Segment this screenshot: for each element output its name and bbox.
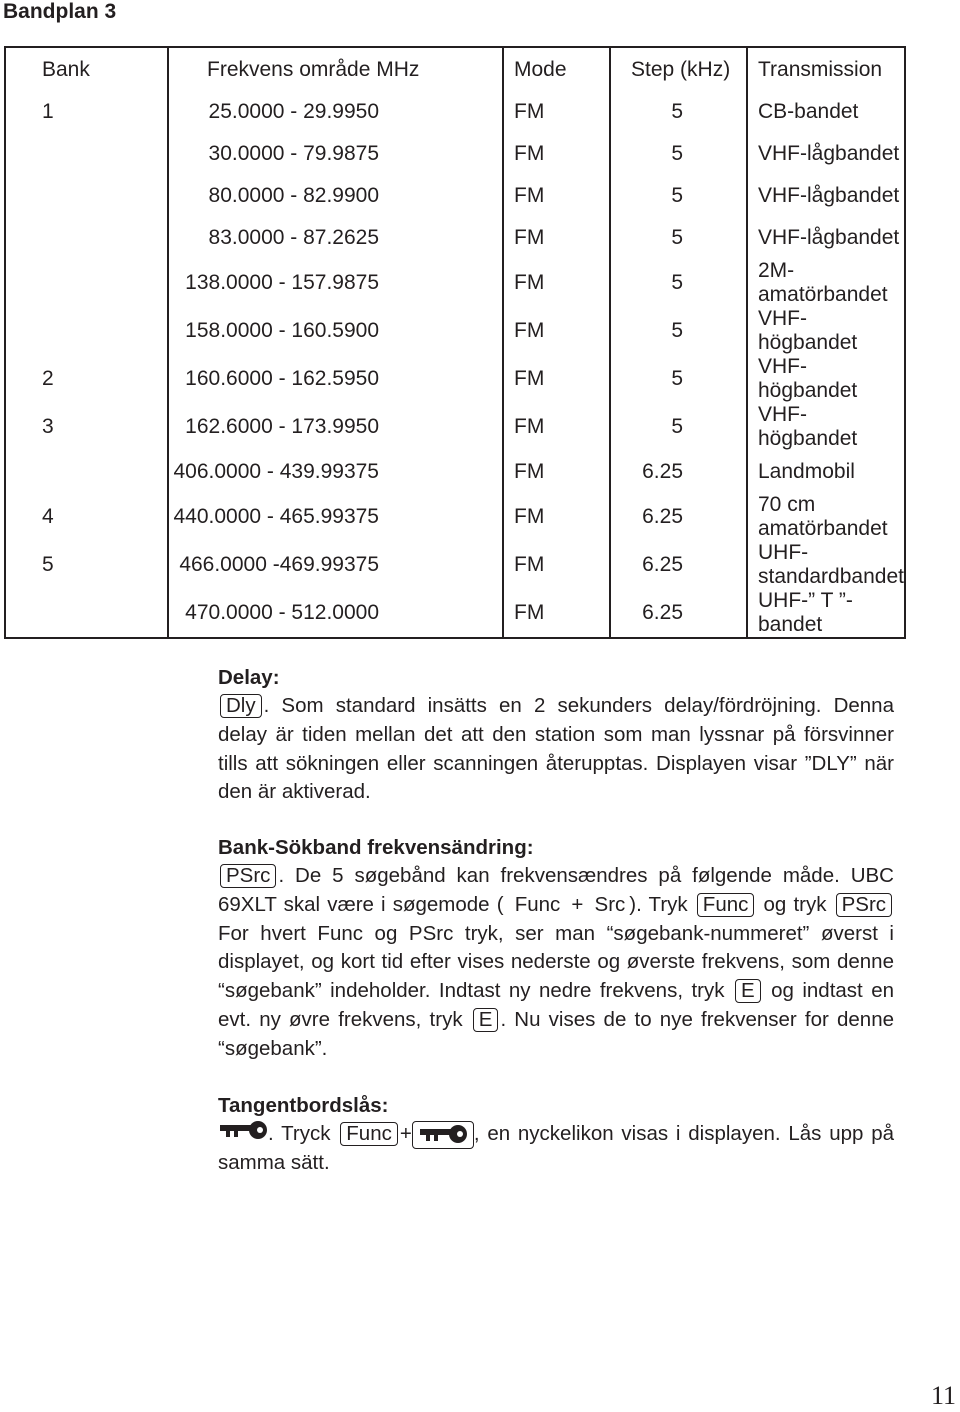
table-row bbox=[5, 355, 905, 403]
psrc-key: PSrc bbox=[220, 864, 276, 888]
step-cell-value: 5 bbox=[671, 367, 683, 390]
bank-cell bbox=[5, 307, 168, 355]
transmission-cell: VHF-lågbandet bbox=[747, 217, 905, 259]
step-cell bbox=[610, 541, 747, 589]
mode-cell: FM bbox=[503, 259, 610, 307]
bank-text-4: For hvert Func og PSrc tryk, ser man “søgebank-nummeret” øverst i displayet, og kort tid efter vises nederste og øverste frekvens, som denne “søgebank” indeholder. Indtast ny nedre frekvens, tryk bbox=[218, 921, 894, 1003]
transmission-cell: VHF-högbandet bbox=[747, 403, 905, 451]
bank-cell bbox=[5, 175, 168, 217]
page-number: 11 bbox=[930, 1381, 956, 1410]
bank-cell: 1 bbox=[5, 91, 168, 133]
frequency-cell bbox=[168, 175, 503, 217]
bank-text-6: . Nu vises de to nye frekvenser for denne “søgebank”. bbox=[218, 1007, 894, 1060]
transmission-cell: VHF-högbandet bbox=[747, 307, 905, 355]
mode-cell: FM bbox=[503, 589, 610, 638]
frequency-cell-value: 466.0000 -469.99375 bbox=[179, 553, 379, 576]
frequency-cell-value: 138.0000 - 157.9875 bbox=[185, 271, 379, 294]
header-transmission: Transmission bbox=[747, 47, 905, 91]
bank-cell: 5 bbox=[5, 541, 168, 589]
step-cell-value: 5 bbox=[671, 271, 683, 294]
bank-heading: Bank-Sökband frekvensändring: bbox=[218, 836, 534, 859]
mode-cell: FM bbox=[503, 91, 610, 133]
transmission-cell: VHF-lågbandet bbox=[747, 175, 905, 217]
frequency-cell bbox=[168, 259, 503, 307]
step-cell-value: 5 bbox=[671, 100, 683, 123]
plus-sign: + bbox=[571, 892, 584, 916]
frequency-cell bbox=[168, 403, 503, 451]
step-cell-value: 5 bbox=[671, 184, 683, 207]
e-key: E bbox=[735, 979, 761, 1003]
mode-cell: FM bbox=[503, 307, 610, 355]
delay-heading: Delay: bbox=[218, 666, 280, 689]
mode-cell: FM bbox=[503, 175, 610, 217]
transmission-cell: 2M-amatörbandet bbox=[747, 259, 905, 307]
table-row bbox=[5, 217, 905, 259]
lock-section bbox=[218, 1092, 894, 1178]
page-title: Bandplan 3 bbox=[3, 0, 117, 23]
lock-text-1: . Tryck bbox=[268, 1122, 331, 1145]
step-cell bbox=[610, 217, 747, 259]
table-row bbox=[5, 493, 905, 541]
mode-cell: FM bbox=[503, 403, 610, 451]
frequency-cell-value: 470.0000 - 512.0000 bbox=[185, 601, 379, 624]
table-row bbox=[5, 175, 905, 217]
step-cell bbox=[610, 451, 747, 493]
bank-text bbox=[218, 862, 894, 1064]
table-row bbox=[5, 133, 905, 175]
table-row bbox=[5, 451, 905, 493]
func-key-lock: Func bbox=[340, 1122, 398, 1146]
bank-cell bbox=[5, 451, 168, 493]
frequency-cell bbox=[168, 355, 503, 403]
src-mode-label: Src bbox=[594, 892, 626, 916]
frequency-cell bbox=[168, 493, 503, 541]
step-cell-value: 5 bbox=[671, 319, 683, 342]
transmission-cell: UHF-” T ”-bandet bbox=[747, 589, 905, 638]
frequency-cell-value: 162.6000 - 173.9950 bbox=[185, 415, 379, 438]
func-mode-label: Func bbox=[514, 892, 561, 916]
mode-cell: FM bbox=[503, 133, 610, 175]
func-key: Func bbox=[697, 893, 755, 917]
bank-section bbox=[218, 834, 894, 1064]
frequency-cell bbox=[168, 451, 503, 493]
step-cell-value: 6.25 bbox=[642, 601, 683, 624]
frequency-cell-value: 25.0000 - 29.9950 bbox=[208, 100, 379, 123]
bank-text-2: ). Tryk bbox=[629, 892, 688, 916]
bank-text-1: . De 5 søgebånd kan frekvensændres på følgende måde. UBC 69XLT skal være i søgemode ( bbox=[218, 864, 894, 916]
header-step: Step (kHz) bbox=[610, 47, 747, 91]
transmission-cell: UHF-standardbandet bbox=[747, 541, 905, 589]
bank-cell bbox=[5, 259, 168, 307]
lock-heading: Tangentbordslås: bbox=[218, 1094, 389, 1117]
table-row bbox=[5, 91, 905, 133]
bank-text-5: og indtast en evt. ny øvre frekvens, tryk bbox=[218, 979, 894, 1031]
step-cell bbox=[610, 589, 747, 638]
delay-section bbox=[218, 664, 894, 807]
transmission-cell: CB-bandet bbox=[747, 91, 905, 133]
frequency-cell-value: 30.0000 - 79.9875 bbox=[208, 142, 379, 165]
delay-text bbox=[218, 692, 894, 807]
lock-plus: + bbox=[399, 1122, 412, 1145]
step-cell bbox=[610, 91, 747, 133]
frequency-cell bbox=[168, 541, 503, 589]
transmission-cell: VHF-högbandet bbox=[747, 355, 905, 403]
bank-cell: 4 bbox=[5, 493, 168, 541]
dly-key: Dly bbox=[220, 694, 262, 718]
e-key-2: E bbox=[473, 1008, 499, 1032]
frequency-cell bbox=[168, 91, 503, 133]
step-cell-value: 6.25 bbox=[642, 460, 683, 483]
mode-cell: FM bbox=[503, 217, 610, 259]
bank-cell: 3 bbox=[5, 403, 168, 451]
key-icon-button bbox=[412, 1121, 474, 1149]
bank-text-3: og tryk bbox=[763, 892, 827, 916]
step-cell bbox=[610, 355, 747, 403]
frequency-cell-value: 406.0000 - 439.99375 bbox=[173, 460, 379, 483]
key-icon bbox=[218, 1120, 268, 1149]
transmission-cell: Landmobil bbox=[747, 451, 905, 493]
step-cell bbox=[610, 493, 747, 541]
step-cell-value: 6.25 bbox=[642, 553, 683, 576]
frequency-cell bbox=[168, 217, 503, 259]
frequency-cell bbox=[168, 133, 503, 175]
mode-cell: FM bbox=[503, 541, 610, 589]
lock-text-2: , en nyckelikon visas i displayen. Lås upp på samma sätt. bbox=[218, 1122, 895, 1174]
step-cell-value: 5 bbox=[671, 226, 683, 249]
mode-cell: FM bbox=[503, 493, 610, 541]
step-cell-value: 5 bbox=[671, 415, 683, 438]
step-cell bbox=[610, 403, 747, 451]
psrc-key-2: PSrc bbox=[836, 893, 892, 917]
step-cell bbox=[610, 175, 747, 217]
mode-cell: FM bbox=[503, 355, 610, 403]
frequency-cell-value: 80.0000 - 82.9900 bbox=[208, 184, 379, 207]
table-row bbox=[5, 259, 905, 307]
header-frequency: Frekvens område MHz bbox=[168, 47, 503, 91]
transmission-cell: VHF-lågbandet bbox=[747, 133, 905, 175]
frequency-cell-value: 160.6000 - 162.5950 bbox=[185, 367, 379, 390]
frequency-cell-value: 440.0000 - 465.99375 bbox=[173, 505, 379, 528]
frequency-cell bbox=[168, 307, 503, 355]
table-row bbox=[5, 541, 905, 589]
step-cell-value: 5 bbox=[671, 142, 683, 165]
table-row bbox=[5, 403, 905, 451]
bank-cell bbox=[5, 133, 168, 175]
step-cell bbox=[610, 259, 747, 307]
bank-cell bbox=[5, 589, 168, 638]
mode-cell: FM bbox=[503, 451, 610, 493]
table-header-row bbox=[5, 47, 905, 91]
bandplan-table bbox=[4, 46, 906, 639]
header-bank: Bank bbox=[5, 47, 168, 91]
bank-cell bbox=[5, 217, 168, 259]
frequency-cell-value: 158.0000 - 160.5900 bbox=[185, 319, 379, 342]
bank-cell: 2 bbox=[5, 355, 168, 403]
table-row bbox=[5, 307, 905, 355]
frequency-cell-value: 83.0000 - 87.2625 bbox=[208, 226, 379, 249]
step-cell bbox=[610, 133, 747, 175]
frequency-cell bbox=[168, 589, 503, 638]
step-cell bbox=[610, 307, 747, 355]
step-cell-value: 6.25 bbox=[642, 505, 683, 528]
table-row bbox=[5, 589, 905, 638]
transmission-cell: 70 cm amatörbandet bbox=[747, 493, 905, 541]
delay-body: . Som standard insätts en 2 sekunders delay/fördröjning. Denna delay är tiden mellan det att den station som man lyssnar på försvinner tills att sökningen eller scanningen återupptas. Displayen visar ”DLY” när den är aktiverad. bbox=[218, 694, 894, 804]
header-mode: Mode bbox=[503, 47, 610, 91]
lock-text bbox=[218, 1120, 894, 1178]
